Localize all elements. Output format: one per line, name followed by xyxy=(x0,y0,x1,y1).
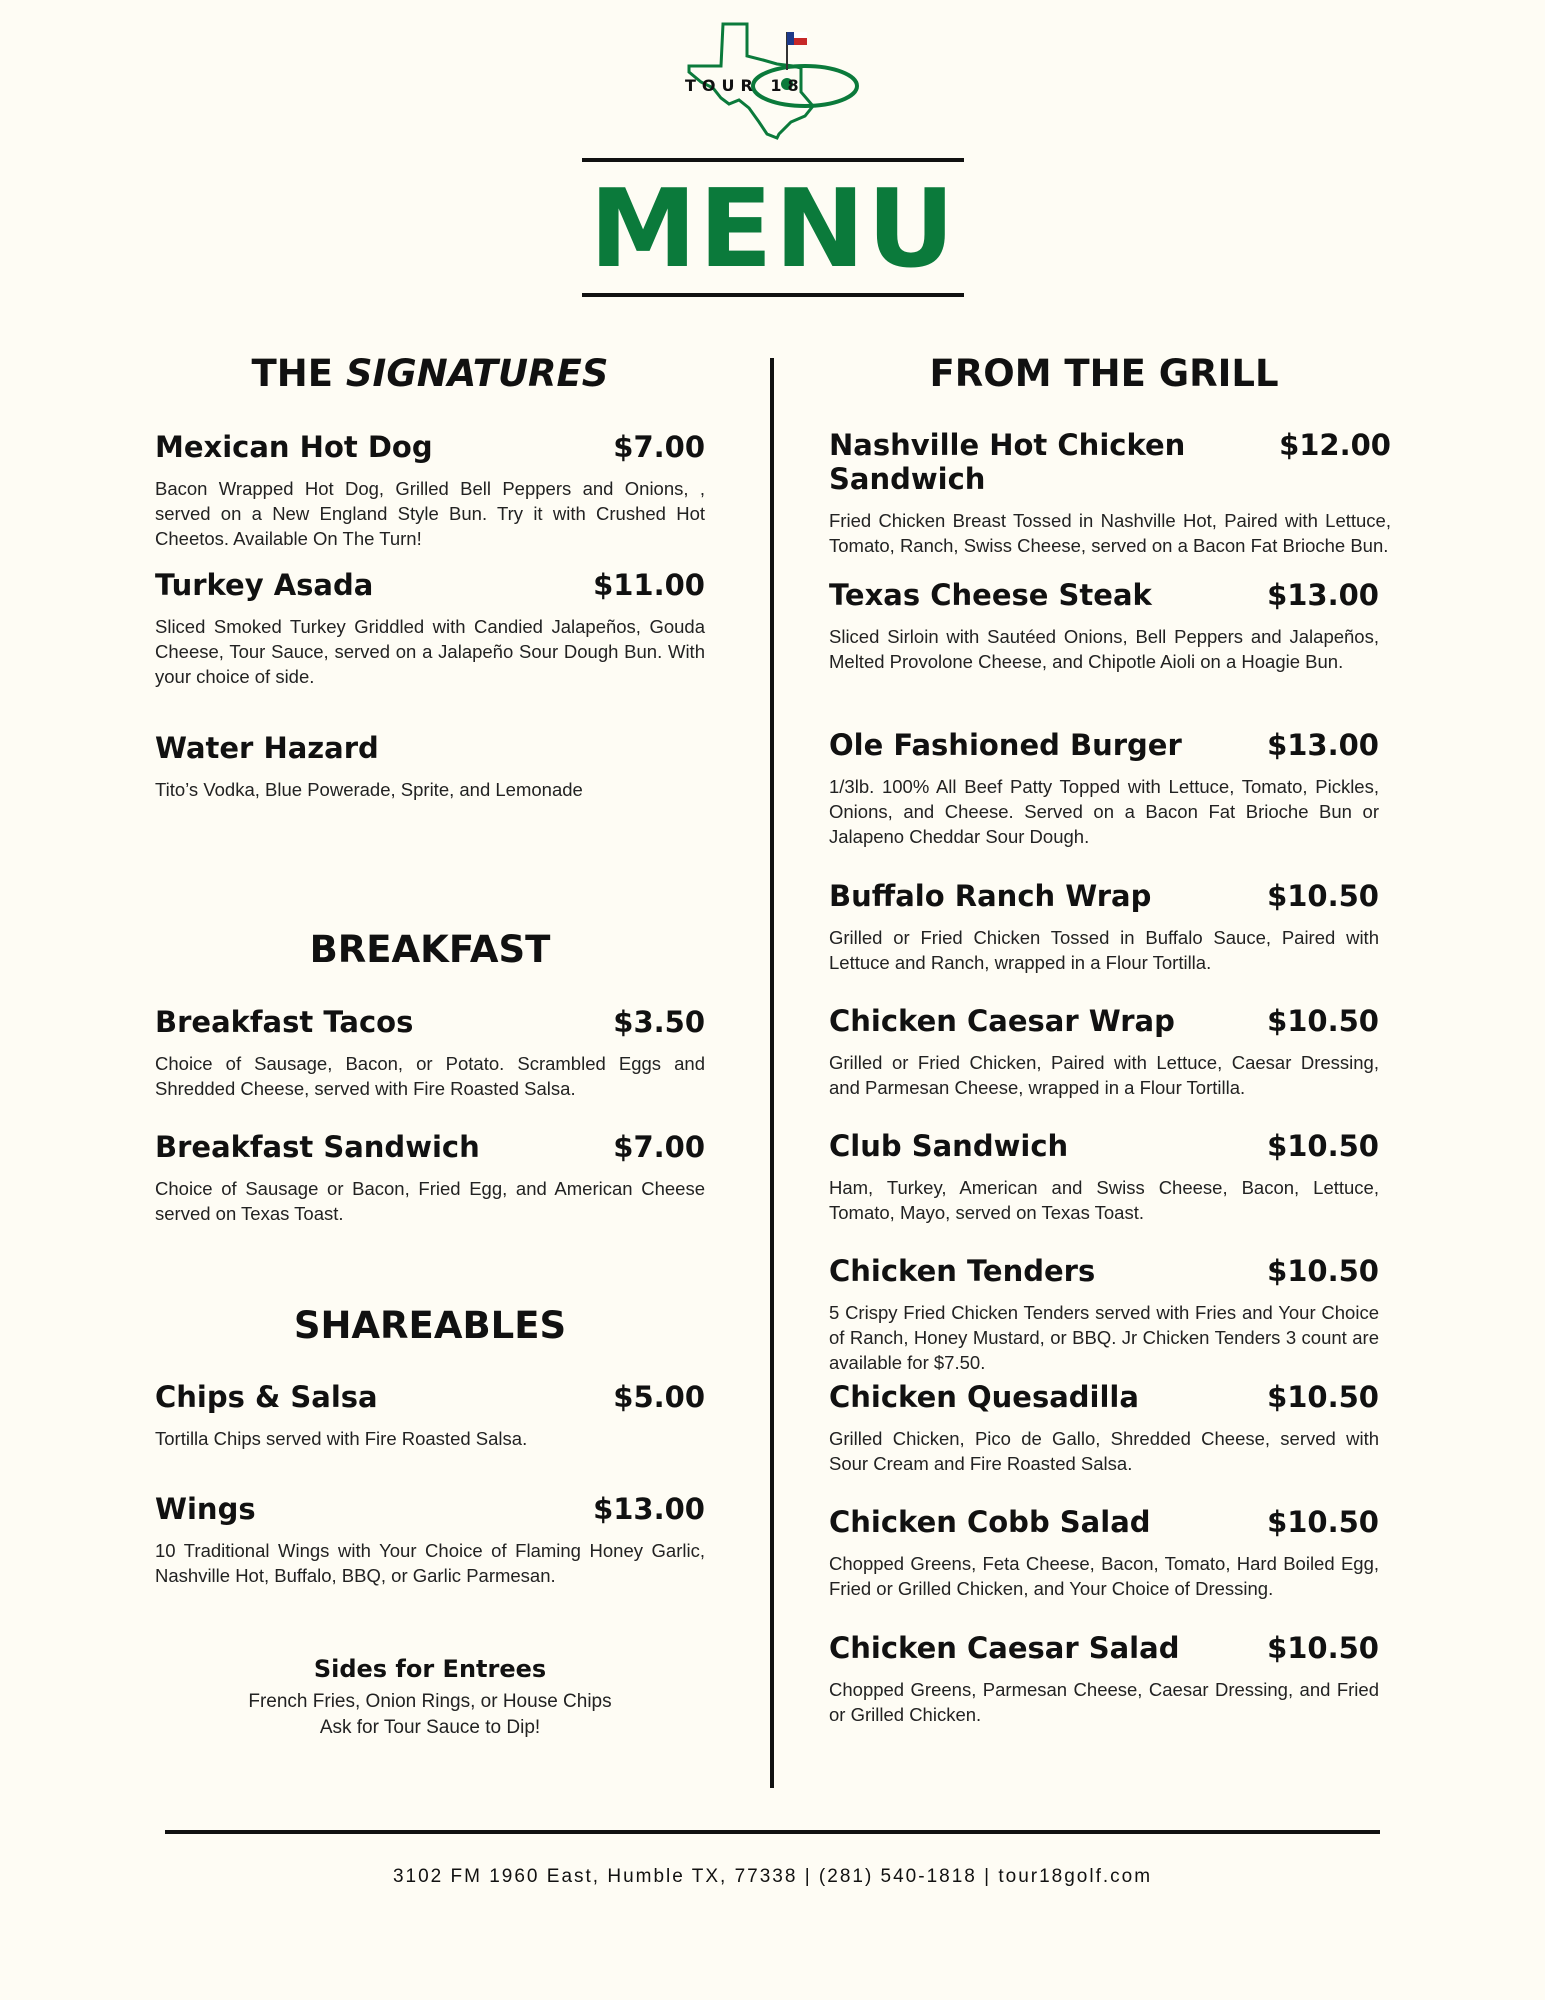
signatures-heading-italic: SIGNATURES xyxy=(345,352,609,395)
item-description: Sliced Smoked Turkey Griddled with Candied Jalapeños, Gouda Cheese, Tour Sauce, served on a Jalapeño Sour Dough Bun. With your choice of side. xyxy=(155,616,705,687)
item-name: Wings xyxy=(155,1492,256,1526)
sides-options: French Fries, Onion Rings, or House Chips xyxy=(248,1691,612,1712)
item-price: $10.50 xyxy=(1267,1004,1379,1038)
tour18-logo xyxy=(683,22,863,140)
item-description: 10 Traditional Wings with Your Choice of Flaming Honey Garlic, Nashville Hot, Buffalo, BBQ, or Garlic Parmesan. xyxy=(155,1540,705,1586)
column-divider xyxy=(770,358,774,1788)
breakfast-heading: BREAKFAST xyxy=(309,928,551,971)
item-price: $13.00 xyxy=(1267,578,1379,612)
menu-item xyxy=(829,1380,1379,1476)
item-name: Water Hazard xyxy=(155,731,379,765)
menu-item xyxy=(155,430,705,551)
sides-title: Sides for Entrees xyxy=(313,1655,547,1683)
menu-item xyxy=(829,1505,1379,1601)
item-name: Chicken Tenders xyxy=(829,1254,1096,1288)
item-description: 1/3lb. 100% All Beef Patty Topped with Lettuce, Tomato, Pickles, Onions, and Cheese. Served on a Bacon Fat Brioche Bun or Jalapeno Cheddar Sour Dough. xyxy=(829,776,1379,847)
shareables-heading: SHAREABLES xyxy=(293,1304,567,1347)
item-description: Grilled or Fried Chicken, Paired with Lettuce, Caesar Dressing, and Parmesan Cheese, wrapped in a Flour Tortilla. xyxy=(829,1052,1379,1098)
menu-item xyxy=(829,728,1379,849)
menu-item xyxy=(829,1254,1379,1375)
menu-item xyxy=(829,1004,1379,1100)
logo-text: TOUR 18 xyxy=(685,76,805,95)
item-description: Chopped Greens, Feta Cheese, Bacon, Tomato, Hard Boiled Egg, Fried or Grilled Chicken, and Your Choice of Dressing. xyxy=(829,1553,1379,1599)
item-price: $10.50 xyxy=(1267,1631,1379,1665)
item-name: Chips & Salsa xyxy=(155,1380,378,1414)
item-price: $7.00 xyxy=(613,1130,705,1164)
title-rule-top xyxy=(582,158,964,162)
item-name: Chicken Caesar Wrap xyxy=(829,1004,1175,1038)
item-description: Tito’s Vodka, Blue Powerade, Sprite, and Lemonade xyxy=(155,779,583,800)
item-description: Chopped Greens, Parmesan Cheese, Caesar Dressing, and Fried or Grilled Chicken. xyxy=(829,1679,1379,1725)
item-description: Choice of Sausage or Bacon, Fried Egg, and American Cheese served on Texas Toast. xyxy=(155,1178,705,1224)
item-name: Ole Fashioned Burger xyxy=(829,728,1182,762)
item-price: $5.00 xyxy=(613,1380,705,1414)
item-price: $13.00 xyxy=(593,1492,705,1526)
menu-item xyxy=(155,1005,705,1101)
menu-item xyxy=(829,578,1379,674)
item-name: Chicken Cobb Salad xyxy=(829,1505,1151,1539)
menu-item xyxy=(155,1492,705,1588)
item-name: Texas Cheese Steak xyxy=(829,578,1152,612)
menu-item xyxy=(829,1631,1379,1727)
item-description: Fried Chicken Breast Tossed in Nashville Hot, Paired with Lettuce, Tomato, Ranch, Swiss Cheese, served on a Bacon Fat Brioche Bun. xyxy=(829,510,1391,556)
menu-item xyxy=(155,1130,705,1226)
title-rule-bottom xyxy=(582,293,964,297)
item-price: $7.00 xyxy=(613,430,705,464)
item-description: Bacon Wrapped Hot Dog, Grilled Bell Peppers and Onions, , served on a New England Style Bun. Try it with Crushed Hot Cheetos. Available On The Turn! xyxy=(155,478,705,549)
signatures-heading-plain: THE xyxy=(251,352,346,395)
menu-item xyxy=(829,428,1391,558)
menu-item xyxy=(155,731,705,802)
item-price: $12.00 xyxy=(1279,428,1391,462)
item-name: Breakfast Sandwich xyxy=(155,1130,480,1164)
item-description: Sliced Sirloin with Sautéed Onions, Bell Peppers and Jalapeños, Melted Provolone Cheese, and Chipotle Aioli on a Hoagie Bun. xyxy=(829,626,1379,672)
item-name: Breakfast Tacos xyxy=(155,1005,414,1039)
item-description: Grilled or Fried Chicken Tossed in Buffalo Sauce, Paired with Lettuce and Ranch, wrapped in a Flour Tortilla. xyxy=(829,927,1379,973)
item-name: Buffalo Ranch Wrap xyxy=(829,879,1152,913)
item-price: $10.50 xyxy=(1267,879,1379,913)
menu-item xyxy=(155,1380,705,1451)
menu-item xyxy=(829,879,1379,975)
item-description: Choice of Sausage, Bacon, or Potato. Scrambled Eggs and Shredded Cheese, served with Fire Roasted Salsa. xyxy=(155,1053,705,1099)
item-description: 5 Crispy Fried Chicken Tenders served with Fries and Your Choice of Ranch, Honey Mustard, or BBQ. Jr Chicken Tenders 3 count are available for $7.50. xyxy=(829,1302,1379,1373)
item-description: Grilled Chicken, Pico de Gallo, Shredded Cheese, served with Sour Cream and Fire Roasted Salsa. xyxy=(829,1428,1379,1474)
item-name: Mexican Hot Dog xyxy=(155,430,433,464)
item-description: Ham, Turkey, American and Swiss Cheese, Bacon, Lettuce, Tomato, Mayo, served on Texas Toast. xyxy=(829,1177,1379,1223)
item-name: Turkey Asada xyxy=(155,568,374,602)
sides-block xyxy=(155,1655,705,1741)
footer-contact: 3102 FM 1960 East, Humble TX, 77338 | (281) 540-1818 | tour18golf.com xyxy=(392,1866,1153,1887)
menu-item xyxy=(155,568,705,689)
signatures-heading xyxy=(155,352,705,395)
item-name: Chicken Caesar Salad xyxy=(829,1631,1180,1665)
item-name: Nashville Hot Chicken Sandwich xyxy=(829,428,1186,496)
item-description: Tortilla Chips served with Fire Roasted Salsa. xyxy=(155,1428,528,1449)
item-price: $13.00 xyxy=(1267,728,1379,762)
item-price: $10.50 xyxy=(1267,1505,1379,1539)
menu-item xyxy=(829,1129,1379,1225)
item-name: Club Sandwich xyxy=(829,1129,1069,1163)
grill-heading: FROM THE GRILL xyxy=(929,352,1279,395)
page-title: MENU xyxy=(589,167,957,292)
item-price: $10.50 xyxy=(1267,1129,1379,1163)
item-price: $3.50 xyxy=(613,1005,705,1039)
item-price: $10.50 xyxy=(1267,1254,1379,1288)
footer-rule xyxy=(165,1830,1380,1834)
item-price: $10.50 xyxy=(1267,1380,1379,1414)
item-price: $11.00 xyxy=(593,568,705,602)
sides-note: Ask for Tour Sauce to Dip! xyxy=(319,1717,541,1738)
item-name: Chicken Quesadilla xyxy=(829,1380,1139,1414)
